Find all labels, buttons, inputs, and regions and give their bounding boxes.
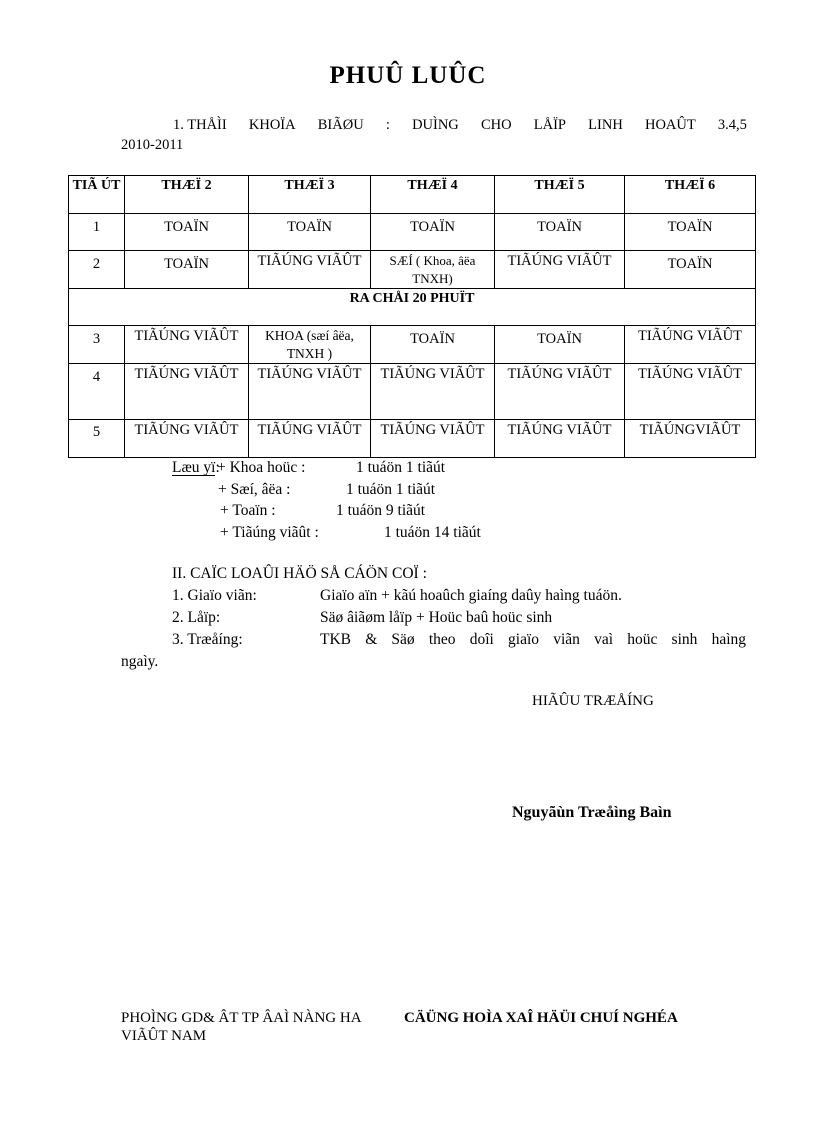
period-cell: 2 (69, 251, 125, 289)
subject-cell: SÆÍ ( Khoa, âëa TNXH) (371, 251, 495, 289)
break-row (69, 289, 756, 326)
note-item-value: 1 tuáön 1 tiãút (346, 481, 436, 498)
note-item-value: 1 tuáön 1 tiãút (356, 459, 446, 476)
section1-line1 (121, 115, 747, 135)
subject-cell: TIÃÚNG VIÃÛT (625, 326, 756, 364)
note-item-name: + Khoa hoüc : (217, 459, 306, 476)
period-cell: 3 (69, 326, 125, 364)
subject-cell: KHOA (sæí âëa, TNXH ) (249, 326, 371, 364)
section1-word: LINH (588, 117, 623, 133)
section1-word: : (385, 117, 390, 133)
subject-cell: TIÃÚNG VIÃÛT (249, 420, 371, 458)
header-cell-day: THÆÏ 2 (125, 176, 249, 214)
section1-word: 1. THÅÌI (173, 117, 227, 133)
subject-cell: TIÃÚNG VIÃÛT (495, 364, 625, 420)
section1-line2: 2010-2011 (121, 137, 184, 153)
subject-cell: TOAÏN (249, 214, 371, 251)
signature-role: HIÃÛU TRÆÅÍNG (532, 693, 654, 709)
header-cell-day: THÆÏ 4 (371, 176, 495, 214)
footer-right: CÄÜNG HOÌA XAÎ HÄÜI CHUÍ NGHÉA (404, 1010, 678, 1026)
subject-cell: TOAÏN (125, 214, 249, 251)
subject-cell: TOAÏN (371, 326, 495, 364)
subject-cell: TIÃÚNG VIÃÛT (495, 251, 625, 289)
footer-left-line1: PHOÌNG GD& ÂT TP ÂAÌ NÀNG HA (121, 1010, 362, 1026)
section2-item-text: Giaïo aïn + kãú hoaûch giaíng daûy haìng tuáön. (320, 587, 622, 604)
subject-cell: TOAÏN (625, 251, 756, 289)
note-item-name: + Toaïn : (220, 502, 276, 519)
note-item-name: + Tiãúng viãût : (220, 524, 319, 541)
period-cell: 4 (69, 364, 125, 420)
subject-cell: TOAÏN (495, 214, 625, 251)
table-row (69, 364, 756, 420)
period-cell: 1 (69, 214, 125, 251)
section2-item-text: TKB & Säø theo doîi giaïo viãn vaì hoüc sinh haìng (320, 631, 746, 648)
note-label: Læu yï: (172, 459, 220, 476)
section2-item-label: 2. Låïp: (172, 609, 221, 626)
subject-cell: TIÃÚNG VIÃÛT (125, 326, 249, 364)
subject-cell: TOAÏN (625, 214, 756, 251)
section1-word: BIÃØU (317, 117, 364, 133)
section2-item-continuation: ngaìy. (121, 653, 159, 670)
subject-cell: TOAÏN (371, 214, 495, 251)
section1-word: 3.4,5 (717, 117, 747, 133)
table-row (69, 251, 756, 289)
header-cell-day: THÆÏ 6 (625, 176, 756, 214)
subject-cell: TIÃÚNG VIÃÛT (495, 420, 625, 458)
section2-item-label: 1. Giaïo viãn: (172, 587, 257, 604)
header-cell-day: THÆÏ 5 (495, 176, 625, 214)
subject-cell: TIÃÚNG VIÃÛT (371, 364, 495, 420)
section2-item-text: Säø âiãøm låïp + Hoüc baû hoüc sinh (320, 609, 553, 626)
subject-cell: TIÃÚNG VIÃÛT (625, 364, 756, 420)
header-cell-period: TIÃ ÚT (69, 176, 125, 214)
footer-left-line2: VIÃÛT NAM (121, 1028, 207, 1044)
break-cell: RA CHÅI 20 PHUÏT (69, 289, 756, 326)
signature-name: Nguyãùn Træåìng Baìn (512, 804, 672, 821)
subject-cell: TOAÏN (125, 251, 249, 289)
table-row (69, 326, 756, 364)
subject-cell: TIÃÚNG VIÃÛT (249, 251, 371, 289)
section2-heading: II. CAÏC LOAÛI HÄÖ SÅ CÁÖN COÏ : (172, 565, 427, 582)
section2-item-label: 3. Træåíng: (172, 631, 243, 648)
subject-cell: TIÃÚNG VIÃÛT (125, 364, 249, 420)
table-row (69, 420, 756, 458)
page-title: PHUÛ LUÛC (329, 62, 487, 89)
section1-word: LÅÏP (533, 117, 566, 133)
timetable-header-row (69, 176, 756, 214)
period-cell: 5 (69, 420, 125, 458)
section1-word: DUÌNG (412, 117, 459, 133)
table-row (69, 214, 756, 251)
section1-word: HOAÛT (644, 117, 696, 133)
section1-heading (121, 115, 747, 155)
subject-cell: TOAÏN (495, 326, 625, 364)
section1-word: KHOÏA (248, 117, 296, 133)
note-item-name: + Sæí, âëa : (218, 481, 291, 498)
subject-cell: TIÃÚNG VIÃÛT (249, 364, 371, 420)
section1-word: CHO (480, 117, 512, 133)
subject-cell: TIÃÚNG VIÃÛT (125, 420, 249, 458)
note-underline (172, 475, 215, 476)
header-cell-day: THÆÏ 3 (249, 176, 371, 214)
note-item-value: 1 tuáön 14 tiãút (384, 524, 481, 541)
timetable (68, 175, 756, 458)
subject-cell: TIÃÚNG VIÃÛT (371, 420, 495, 458)
subject-cell: TIÃÚNGVIÃÛT (625, 420, 756, 458)
note-item-value: 1 tuáön 9 tiãút (336, 502, 426, 519)
